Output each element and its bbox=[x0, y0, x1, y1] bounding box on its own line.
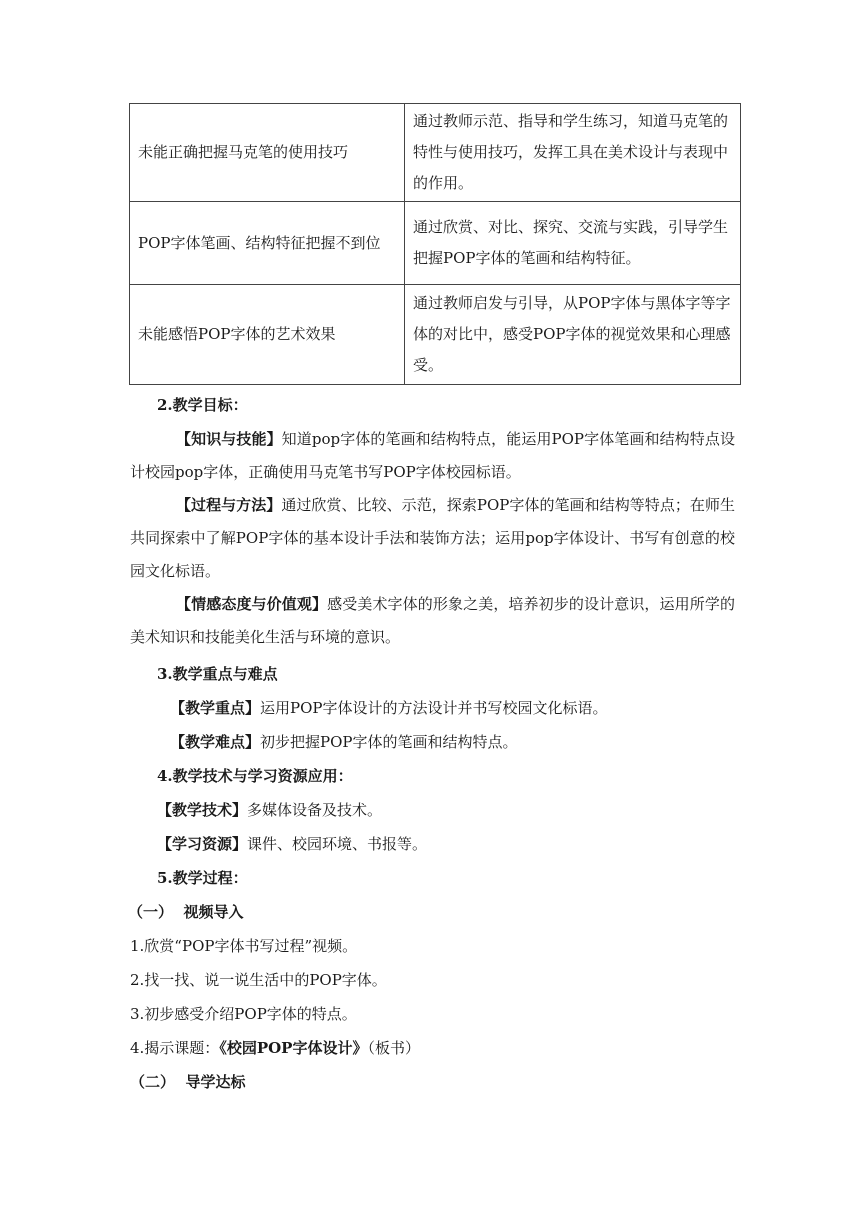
goals-heading: 2.教学目标： bbox=[157, 396, 248, 414]
key-points-heading: 3.教学重点与难点 bbox=[157, 665, 278, 683]
difficulty-text: 初步把握POP字体的笔画和结构特点。 bbox=[260, 733, 518, 751]
table-cell-problem: 未能正确把握马克笔的使用技巧 bbox=[130, 104, 405, 202]
focus-text: 运用POP字体设计的方法设计并书写校园文化标语。 bbox=[260, 699, 608, 717]
process-text: 通过欣赏、比较、示范，探索POP字体的笔画和结构等特点；在师生共同探索中了解POP字体的基本设计手法和装饰方法；运用pop字体设计、书写有创意的校园文化标语。 bbox=[130, 496, 735, 580]
table-row bbox=[130, 104, 741, 202]
section-one-heading: （一） 视频导入 bbox=[128, 903, 244, 921]
process-heading: 5.教学过程： bbox=[157, 869, 248, 887]
section-two-heading: （二） 导学达标 bbox=[130, 1073, 246, 1091]
tech-text: 多媒体设备及技术。 bbox=[247, 801, 383, 819]
table-cell-solution: 通过教师示范、指导和学生练习，知道马克笔的特性与使用技巧，发挥工具在美术设计与表现中的作用。 bbox=[405, 104, 741, 202]
emotion-paragraph bbox=[130, 588, 735, 654]
emotion-label: 【情感态度与价值观】 bbox=[176, 595, 328, 613]
focus-label: 【教学重点】 bbox=[170, 699, 261, 717]
focus-line bbox=[170, 698, 608, 718]
resources-text: 课件、校园环境、书报等。 bbox=[247, 835, 428, 853]
table-cell-solution: 通过教师启发与引导，从POP字体与黑体字等字体的对比中，感受POP字体的视觉效果和心理感受。 bbox=[405, 285, 741, 385]
tech-line bbox=[157, 800, 382, 820]
resources-label: 【学习资源】 bbox=[157, 835, 248, 853]
step-one: 1.欣赏“POP字体书写过程”视频。 bbox=[130, 937, 358, 955]
tech-label: 【教学技术】 bbox=[157, 801, 248, 819]
knowledge-label: 【知识与技能】 bbox=[176, 430, 282, 448]
step-four bbox=[130, 1038, 420, 1058]
table-row bbox=[130, 285, 741, 385]
knowledge-text: 知道pop字体的笔画和结构特点，能运用POP字体笔画和结构特点设计校园pop字体，正确使用马克笔书写POP字体校园标语。 bbox=[130, 430, 735, 481]
resources-heading: 4.教学技术与学习资源应用： bbox=[157, 767, 353, 785]
table-row bbox=[130, 202, 741, 285]
difficulty-label: 【教学难点】 bbox=[170, 733, 261, 751]
resources-line bbox=[157, 834, 427, 854]
step-two: 2.找一找、说一说生活中的POP字体。 bbox=[130, 971, 387, 989]
problems-table bbox=[129, 103, 741, 385]
emotion-text: 感受美术字体的形象之美，培养初步的设计意识，运用所学的美术知识和技能美化生活与环境的意识。 bbox=[130, 595, 735, 646]
table-cell-solution: 通过欣赏、对比、探究、交流与实践，引导学生把握POP字体的笔画和结构特征。 bbox=[405, 202, 741, 285]
table-cell-problem: 未能感悟POP字体的艺术效果 bbox=[130, 285, 405, 385]
process-paragraph bbox=[130, 489, 735, 588]
lesson-title: 《校园POP字体设计》 bbox=[219, 1039, 368, 1057]
knowledge-paragraph bbox=[130, 423, 735, 489]
process-label: 【过程与方法】 bbox=[176, 496, 282, 514]
step-four-prefix: 4.揭示课题： bbox=[130, 1039, 220, 1057]
step-three: 3.初步感受介绍POP字体的特点。 bbox=[130, 1005, 357, 1023]
difficulty-line bbox=[170, 732, 518, 752]
step-four-suffix: （板书） bbox=[367, 1039, 420, 1057]
table-cell-problem: POP字体笔画、结构特征把握不到位 bbox=[130, 202, 405, 285]
